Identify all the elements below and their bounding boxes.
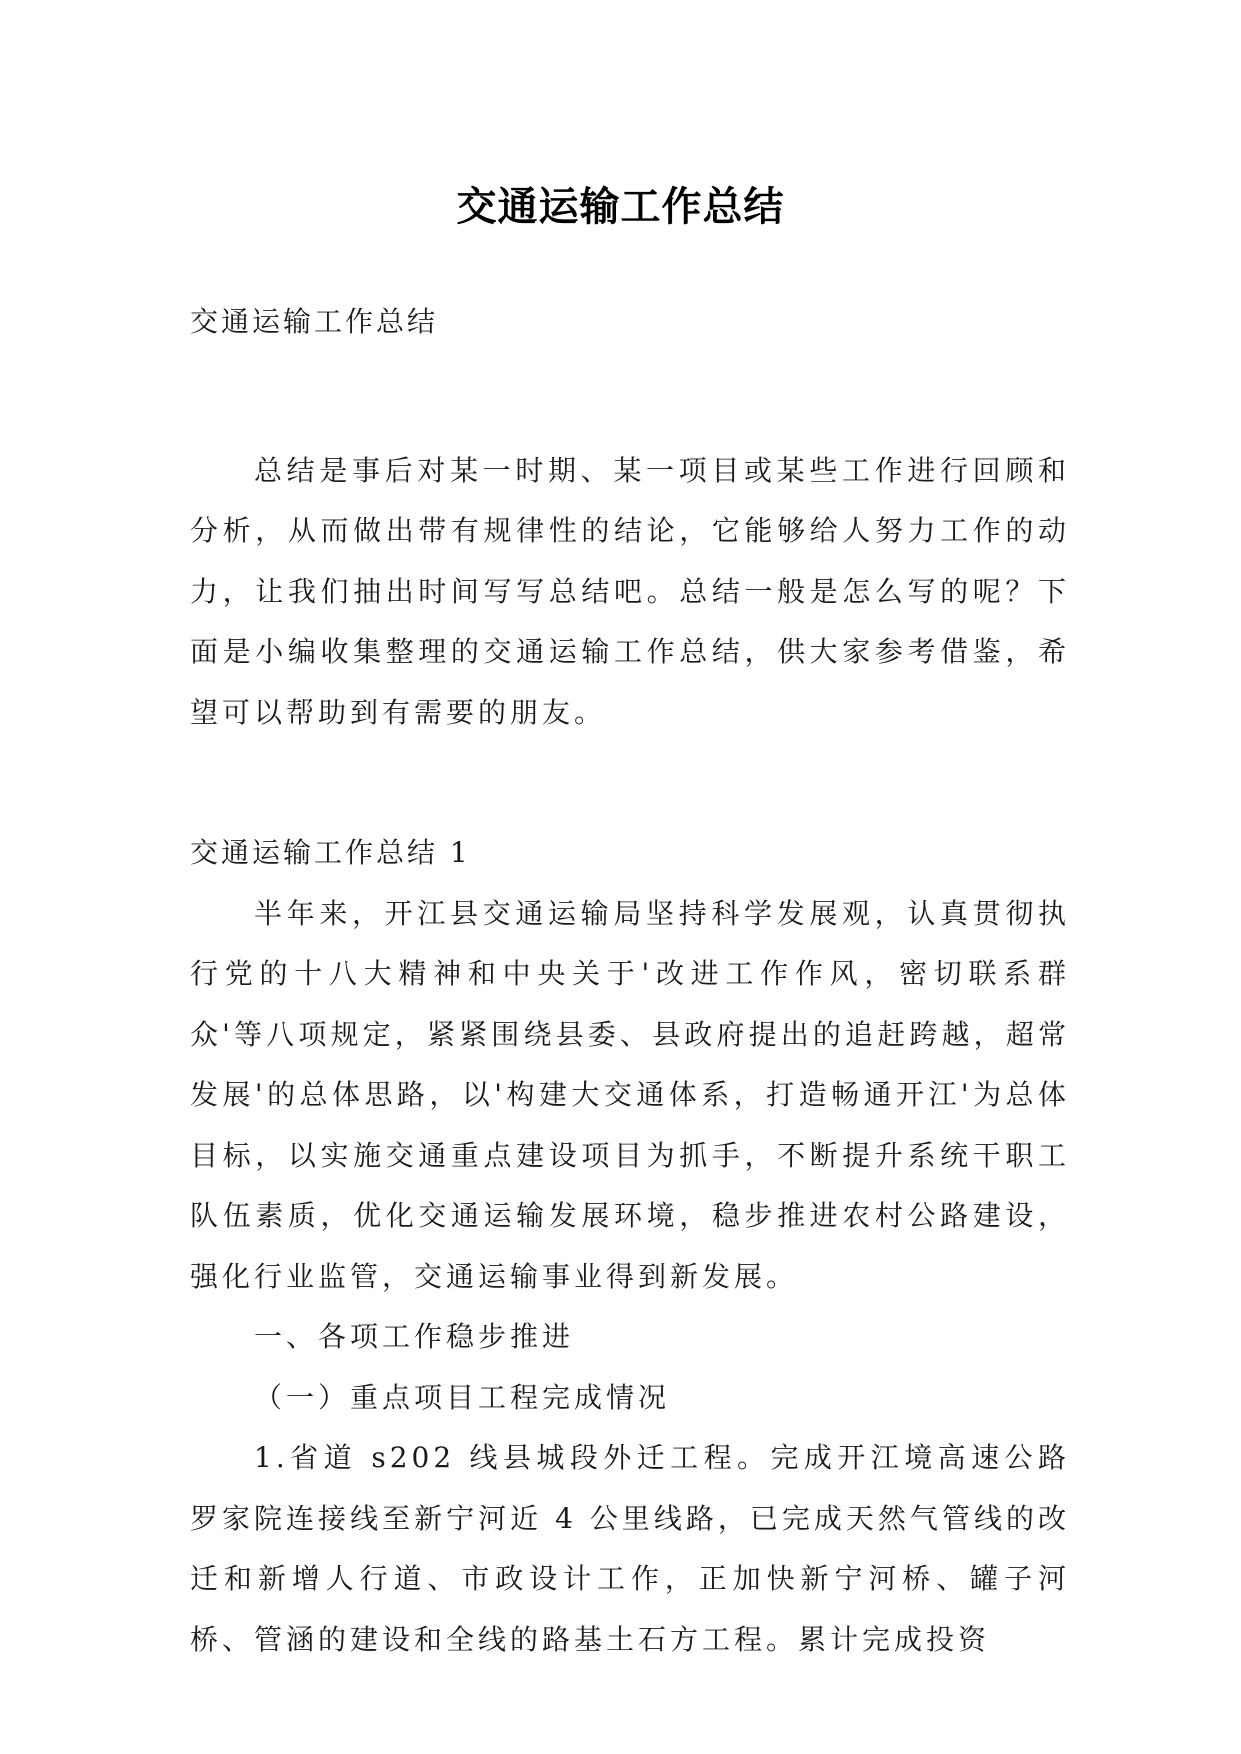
heading-level-2: （一）重点项目工程完成情况: [254, 1380, 671, 1414]
heading-level-1: 一、各项工作稳步推进: [254, 1320, 575, 1353]
spacer: [190, 743, 1070, 823]
spacer: [190, 353, 1070, 441]
body-paragraph-1: 半年来，开江县交通运输局坚持科学发展观，认真贯彻执行党的十八大精神和中央关于'改进工作作风，密切联系群众'等八项规定，紧紧围绕县委、县政府提出的追赶跨越，超常发展'的总体思路，以'构建大交通体系，打造畅通开江'为总体目标，以实施交通重点建设项目为抓手，不断提升系统干职工队伍素质，优化交通运输发展环境，稳步推进农村公路建设，强化行业监管，交通运输事业得到新发展。: [190, 896, 1070, 1293]
section-title: 交通运输工作总结 1: [190, 836, 471, 869]
intro-paragraph: 总结是事后对某一时期、某一项目或某些工作进行回顾和分析，从而做出带有规律性的结论，它能够给人努力工作的动力，让我们抽出时间写写总结吧。总结一般是怎么写的呢？下面是小编收集整理的交通运输工作总结，供大家参考借鉴，希望可以帮助到有需要的朋友。: [190, 453, 1070, 729]
document-title: 交通运输工作总结: [456, 182, 785, 230]
body-paragraph-2: 1.省道 s202 线县城段外迁工程。完成开江境高速公路罗家院连接线至新宁河近 4 公里线路，已完成天然气管线的改迁和新增人行道、市政设计工作，正加快新宁河桥、罐子河桥、管涵的建设和全线的路基土石方工程。累计完成投资: [190, 1441, 1070, 1656]
document-subtitle: 交通运输工作总结: [190, 305, 439, 338]
document-body: [190, 292, 1070, 1670]
